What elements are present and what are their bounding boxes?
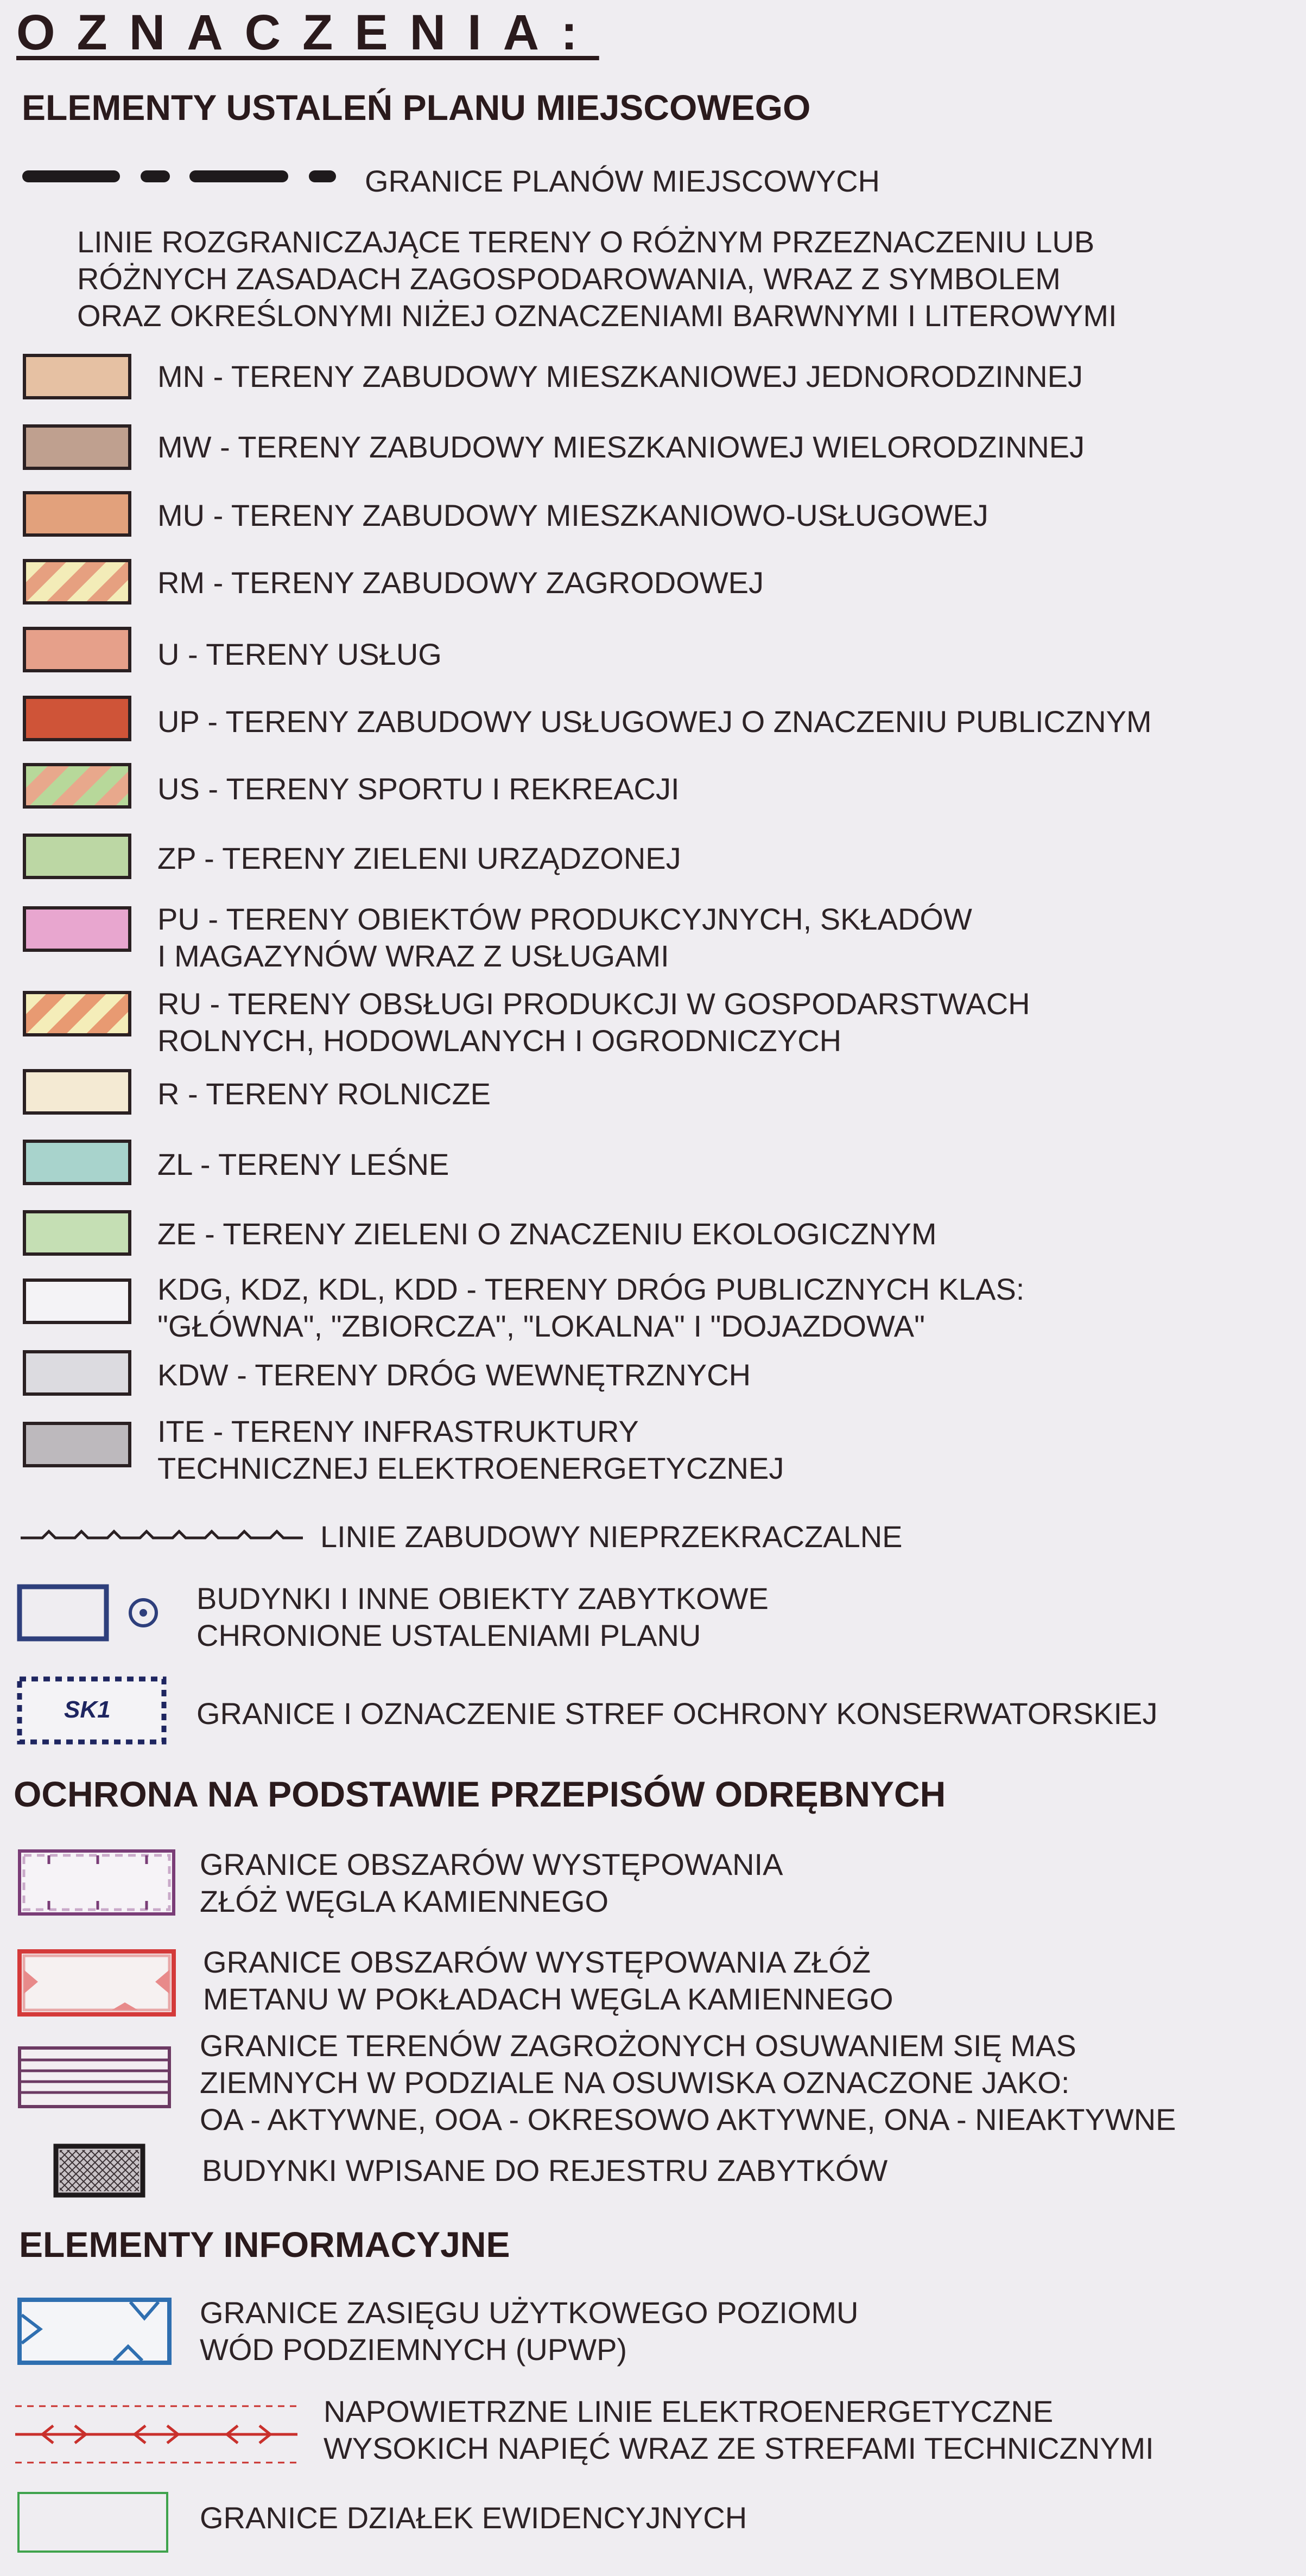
registry-building-icon [53,2144,145,2198]
coal-label: GRANICE OBSZARÓW WYSTĘPOWANIA ZŁÓŻ WĘGLA KAMIENNEGO [200,1847,783,1918]
coal-deposit-icon [16,1848,179,1918]
building-line-icon [21,1525,303,1547]
parcel-boundary-icon [16,2491,172,2556]
zone-label: KDG, KDZ, KDL, KDD - TERENY DRÓG PUBLICZNYCH KLAS: "GŁÓWNA", "ZBIORCZA", "LOKALNA" I "DOJAZDOWA" [157,1272,1025,1343]
zone-swatch [23,1422,131,1467]
zone-label: ZP - TERENY ZIELENI URZĄDZONEJ [157,841,681,875]
zone-label: ITE - TERENY INFRASTRUKTURY TECHNICZNEJ ELEKTROENERGETYCZNEJ [157,1414,784,1485]
plan-boundary-line-icon [22,166,337,187]
zone-swatch [23,1279,131,1324]
zone-swatch [23,491,131,537]
plan-boundaries-label: GRANICE PLANÓW MIEJSCOWYCH [365,164,880,198]
zone-swatch [23,1140,131,1185]
zone-label: US - TERENY SPORTU I REKREACJI [157,772,680,806]
methane-label: GRANICE OBSZARÓW WYSTĘPOWANIA ZŁÓŻ METANU W POKŁADACH WĘGLA KAMIENNEGO [203,1945,893,2016]
monuments-label: BUDYNKI I INNE OBIEKTY ZABYTKOWE CHRONIONE USTALENIAMI PLANU [196,1581,769,1652]
zone-label: ZE - TERENY ZIELENI O ZNACZENIU EKOLOGICZNYM [157,1217,937,1251]
conservation-zone-code: SK1 [64,1696,111,1723]
upwp-zone-icon [16,2297,174,2367]
landslide-zone-icon [16,2045,174,2110]
power-lines-label: NAPOWIETRZNE LINIE ELEKTROENERGETYCZNE WYSOKICH NAPIĘĆ WRAZ ZE STREFAMI TECHNICZNYMI [324,2394,1154,2465]
zone-label: U - TERENY USŁUG [157,637,442,671]
zone-label: KDW - TERENY DRÓG WEWNĘTRZNYCH [157,1358,751,1392]
registry-label: BUDYNKI WPISANE DO REJESTRU ZABYTKÓW [202,2153,888,2187]
zone-label: RU - TERENY OBSŁUGI PRODUKCJI W GOSPODARSTWACH ROLNYCH, HODOWLANYCH I OGRODNICZYCH [157,987,1030,1058]
landslide-label: GRANICE TERENÓW ZAGROŻONYCH OSUWANIEM SIĘ MAS ZIEMNYCH W PODZIALE NA OSUWISKA OZNACZONE JAKO: OA - AKTYWNE, OOA - OKRESOWO AKTYWNE, ONA - NIEAKTYWNE [200,2028,1176,2136]
zone-label: PU - TERENY OBIEKTÓW PRODUKCYJNYCH, SKŁADÓW I MAGAZYNÓW WRAZ Z USŁUGAMI [157,902,972,973]
section-heading-plan: ELEMENTY USTALEŃ PLANU MIEJSCOWEGO [22,87,811,128]
building-line-label: LINIE ZABUDOWY NIEPRZEKRACZALNE [320,1519,903,1554]
zone-swatch [23,1069,131,1115]
zone-swatch [23,763,131,809]
section-heading-info: ELEMENTY INFORMACYJNE [19,2224,510,2265]
power-line-icon [15,2400,303,2470]
zone-swatch [23,906,131,952]
section-heading-protection: OCHRONA NA PODSTAWIE PRZEPISÓW ODRĘBNYCH [14,1774,946,1814]
zone-label: MN - TERENY ZABUDOWY MIESZKANIOWEJ JEDNORODZINNEJ [157,359,1083,393]
zone-swatch [23,424,131,470]
zone-label: ZL - TERENY LEŚNE [157,1147,449,1181]
zone-label: R - TERENY ROLNICZE [157,1077,491,1111]
zone-swatch [23,696,131,741]
upwp-label: GRANICE ZASIĘGU UŻYTKOWEGO POZIOMU WÓD PODZIEMNYCH (UPWP) [200,2295,859,2367]
monument-building-icon [16,1583,174,1643]
zone-swatch [23,834,131,879]
parcels-label: GRANICE DZIAŁEK EWIDENCYJNYCH [200,2501,747,2535]
zone-label: RM - TERENY ZABUDOWY ZAGRODOWEJ [157,565,764,600]
zone-swatch [23,1210,131,1256]
boundary-lines-note: LINIE ROZGRANICZAJĄCE TERENY O RÓŻNYM PRZEZNACZENIU LUB RÓŻNYCH ZASADACH ZAGOSPODAROWANIA, WRAZ Z SYMBOLEM ORAZ OKREŚLONYMI NIŻEJ OZNACZENIAMI BARWNYMI I LITEROWYMI [77,225,1117,333]
zone-label: MW - TERENY ZABUDOWY MIESZKANIOWEJ WIELORODZINNEJ [157,430,1085,464]
zone-label: UP - TERENY ZABUDOWY USŁUGOWEJ O ZNACZENIU PUBLICZNYM [157,704,1152,739]
zone-swatch [23,1350,131,1396]
zone-swatch [23,559,131,605]
zone-label: MU - TERENY ZABUDOWY MIESZKANIOWO-USŁUGOWEJ [157,498,988,532]
zone-swatch [23,991,131,1036]
methane-deposit-icon [16,1948,179,2019]
conservation-label: GRANICE I OZNACZENIE STREF OCHRONY KONSERWATORSKIEJ [196,1696,1158,1731]
legend-title: OZNACZENIA: [16,5,599,60]
zone-swatch [23,354,131,399]
zone-swatch [23,627,131,672]
